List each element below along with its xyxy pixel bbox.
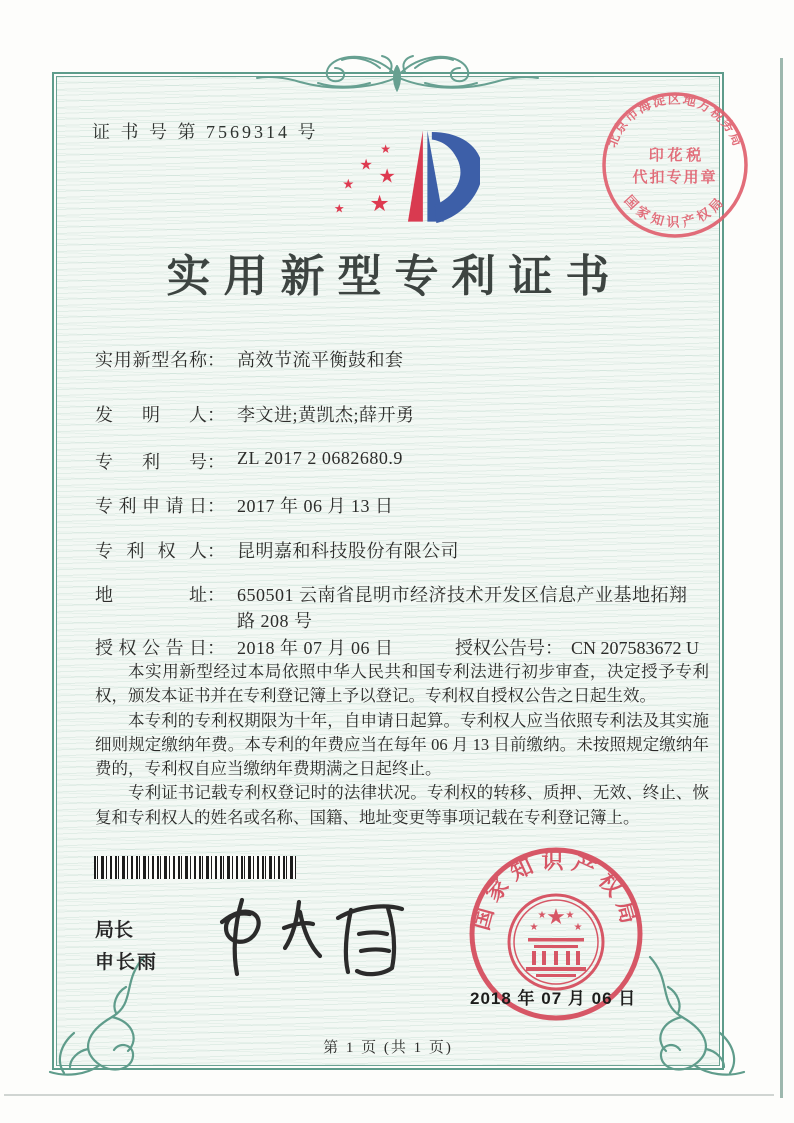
legal-paragraph-3: 专利证书记载专利权登记时的法律状况。专利权的转移、质押、无效、终止、恢复和专利权人的姓名或名称、国籍、地址变更等事项记载在专利登记簿上。 — [95, 783, 709, 827]
director-signature-icon — [196, 884, 411, 979]
field-colon: ： — [207, 452, 225, 472]
field-colon: ： — [207, 585, 225, 605]
legal-paragraph-1: 本实用新型经过本局依照中华人民共和国专利法进行初步审查，决定授予专利权，颁发本证书并在专利登记簿上予以登记。专利权自授权公告之日起生效。 — [95, 662, 709, 706]
tax-stamp-center-line1: 印 花 税 — [648, 148, 702, 164]
national-emblem-icon — [509, 895, 603, 989]
page-number-footer: 第 1 页 (共 1 页) — [323, 1040, 453, 1056]
seal-arc-text: 国家知识产权局 — [468, 848, 644, 933]
field-label: 地址 — [95, 585, 207, 605]
certificate-number: 证 书 号 第 7569314 号 — [92, 122, 319, 142]
field-grant-number — [455, 634, 699, 660]
field-label: 实用新型名称 — [95, 350, 207, 370]
svg-text:★: ★ — [546, 904, 566, 929]
tax-stamp-center-line2: 代扣专用章 — [632, 170, 718, 186]
cnipa-logo-icon — [315, 126, 480, 238]
barcode — [94, 856, 296, 879]
field-value: 2018 年 07 月 06 日 — [237, 638, 394, 658]
field-colon: ： — [207, 541, 225, 561]
director-title: 局长 — [95, 920, 134, 941]
top-flourish-ornament-icon — [255, 50, 540, 102]
field-label: 授权公告号 — [455, 638, 545, 658]
field-label: 专利号 — [95, 452, 207, 472]
seal-date: 2018 年 07 月 06 日 — [470, 989, 637, 1008]
field-colon: ： — [207, 405, 225, 425]
address-line-1: 650501 云南省昆明市经济技术开发区信息产业基地拓翔 — [237, 585, 688, 605]
field-patentee — [95, 537, 713, 563]
svg-text:★: ★ — [333, 201, 345, 216]
address-line-2: 路 208 号 — [237, 611, 313, 631]
field-value: ZL 2017 2 0682680.9 — [237, 448, 403, 468]
field-value: CN 207583672 U — [571, 638, 700, 658]
field-label: 专利权人 — [95, 541, 207, 561]
scan-page-edge — [780, 58, 783, 1098]
stamp-tax-seal — [600, 90, 750, 240]
field-filing-date — [95, 492, 713, 518]
field-colon: ： — [207, 496, 225, 516]
svg-text:★: ★ — [369, 191, 390, 217]
field-value: 2017 年 06 月 13 日 — [237, 496, 394, 516]
certificate-title: 实用新型专利证书 — [166, 252, 623, 301]
tax-stamp-arc-bottom-text: 国家知识产权局 — [621, 192, 729, 230]
field-label: 发明人 — [95, 405, 207, 425]
svg-text:★: ★ — [342, 176, 355, 192]
svg-text:北京市海淀区地方税务局 — [604, 91, 746, 149]
field-label: 授权公告日 — [95, 638, 207, 658]
svg-text:★: ★ — [378, 166, 396, 188]
svg-text:★: ★ — [359, 157, 373, 174]
field-colon: ： — [207, 638, 225, 658]
field-inventors — [95, 401, 713, 427]
field-label: 专利申请日 — [95, 496, 207, 516]
director-name: 申长雨 — [95, 952, 159, 973]
svg-text:★: ★ — [380, 141, 391, 156]
field-utility-model-name — [95, 346, 713, 372]
svg-text:★: ★ — [565, 910, 575, 921]
field-value: 高效节流平衡鼓和套 — [237, 350, 404, 370]
legal-paragraph-2: 本专利的专利权期限为十年，自申请日起算。专利权人应当依照专利法及其实施细则规定缴纳年费。本专利的年费应当在每年 06 月 13 日前缴纳。未按照规定缴纳年费的，专利权自应当缴纳年费期满之日起终止。 — [95, 710, 709, 778]
field-address — [95, 581, 713, 633]
field-value: 李文进;黄凯杰;薛开勇 — [237, 405, 415, 425]
legal-text-block — [95, 660, 709, 830]
field-value: 昆明嘉和科技股份有限公司 — [237, 541, 459, 561]
bottom-right-corner-ornament-icon — [642, 953, 754, 1079]
field-colon: ： — [545, 638, 563, 658]
field-patent-number — [95, 448, 713, 474]
svg-text:★: ★ — [573, 922, 583, 933]
svg-text:★: ★ — [537, 910, 547, 921]
field-value — [237, 581, 688, 633]
field-colon: ： — [207, 350, 225, 370]
scan-page-shadow — [4, 1094, 774, 1096]
field-grant-row — [95, 634, 713, 660]
tax-stamp-arc-top-text: 北京市海淀区地方税务局 — [603, 91, 747, 150]
svg-text:★: ★ — [529, 922, 539, 933]
